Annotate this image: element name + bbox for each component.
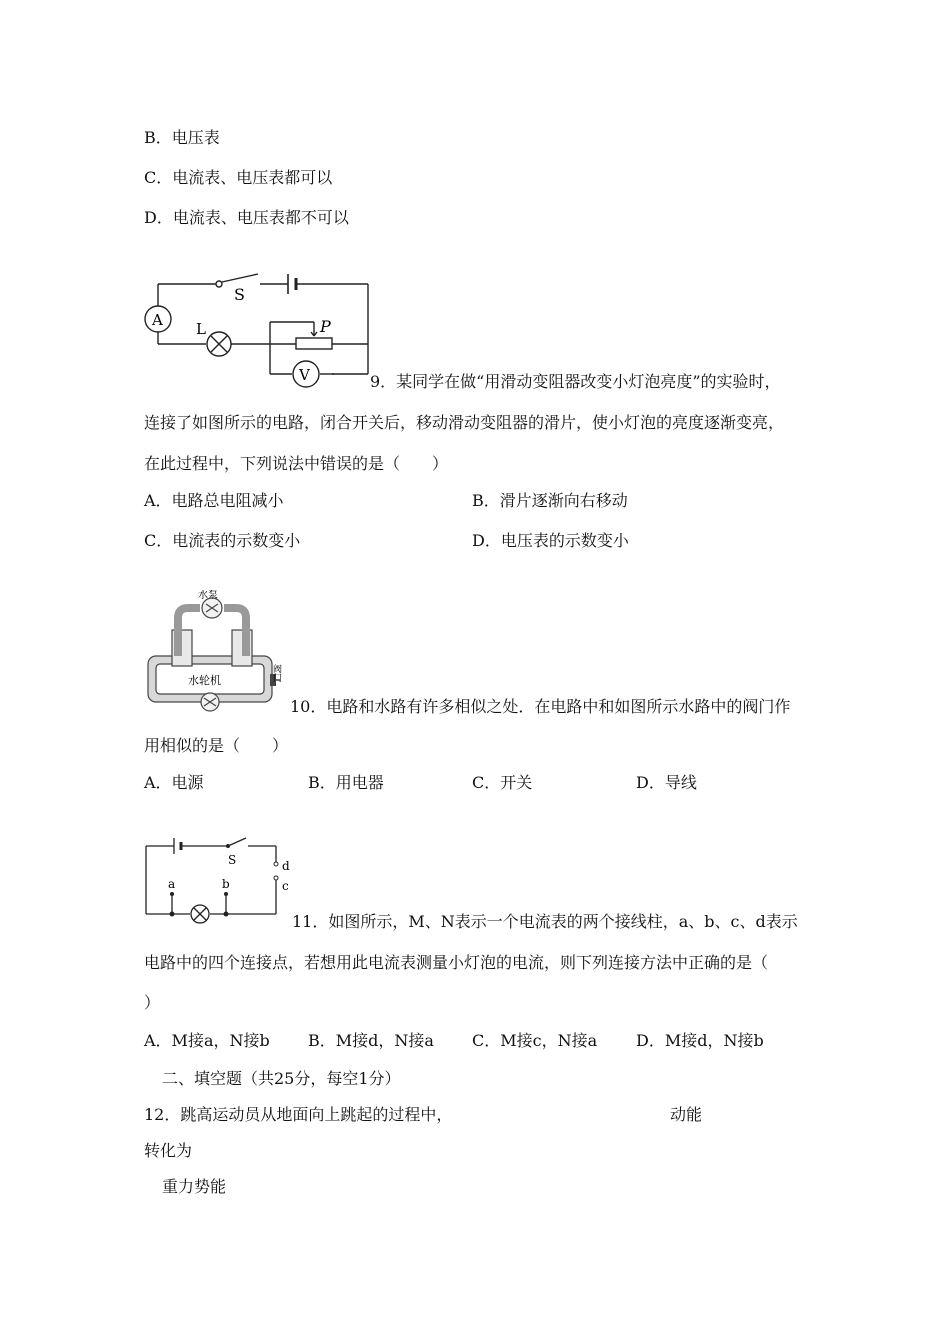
q10-option-d: D．导线	[636, 773, 697, 792]
q9-circuit-diagram	[140, 262, 380, 392]
q9-stem-line3: 在此过程中，下列说法中错误的是（ ）	[144, 454, 449, 473]
q12-answer-2: 重力势能	[162, 1177, 227, 1196]
q9-stem-line1: 9．某同学在做“用滑动变阻器改变小灯泡亮度”的实验时，	[370, 372, 781, 391]
q10-stem-line1: 10．电路和水路有许多相似之处．在电路中和如图所示水路中的阀门作	[290, 697, 791, 716]
q11-option-b: B．M接d，N接a	[308, 1031, 434, 1050]
q10-pump-label: 水泵	[198, 590, 218, 601]
q11-stem-line1: 11．如图所示，M、N表示一个电流表的两个接线柱，a、b、c、d表示	[292, 912, 798, 931]
q11-point-c-label: c	[282, 879, 289, 893]
q9-ammeter-label: A	[152, 311, 163, 329]
q11-stem-line2: 电路中的四个连接点，若想用此电流表测量小灯泡的电流，则下列连接方法中正确的是（	[144, 953, 769, 972]
q9-option-a: A．电路总电阻减小	[144, 491, 284, 510]
q11-option-c: C．M接c，N接a	[472, 1031, 598, 1050]
q10-turbine-label: 水轮机	[188, 674, 221, 687]
q8-option-b: B．电压表	[144, 128, 220, 147]
q9-lamp-label: L	[196, 320, 206, 338]
q10-water-circuit-diagram	[142, 590, 292, 718]
q10-valve-label: 阀门	[271, 664, 281, 682]
q12-connector: 转化为	[144, 1141, 193, 1160]
q11-circuit-diagram	[140, 834, 300, 924]
q12-stem: 12．跳高运动员从地面向上跳起的过程中，	[144, 1105, 453, 1124]
q9-switch-label: S	[234, 285, 245, 304]
q10-option-a: A．电源	[144, 773, 204, 792]
q8-option-d: D．电流表、电压表都不可以	[144, 208, 349, 227]
q12-answer-1: 动能	[670, 1105, 703, 1124]
q8-option-c: C．电流表、电压表都可以	[144, 168, 333, 187]
q9-slider-label: P	[320, 317, 331, 336]
q9-option-c: C．电流表的示数变小	[144, 531, 301, 550]
q11-stem-line3: ）	[144, 993, 161, 1012]
q11-point-d-label: d	[282, 859, 290, 873]
q9-stem-line2: 连接了如图所示的电路，闭合开关后，移动滑动变阻器的滑片，使小灯泡的亮度逐渐变亮，	[144, 413, 785, 432]
q11-point-b-label: b	[222, 877, 230, 891]
q11-option-a: A．M接a，N接b	[144, 1031, 270, 1050]
q10-option-c: C．开关	[472, 773, 533, 792]
q9-voltmeter-label: V	[299, 366, 310, 384]
q10-stem-line2: 用相似的是（ ）	[144, 736, 289, 755]
q11-option-d: D．M接d，N接b	[636, 1031, 764, 1050]
q11-switch-label: S	[228, 853, 237, 867]
q9-option-b: B．滑片逐渐向右移动	[472, 491, 628, 510]
q9-option-d: D．电压表的示数变小	[472, 531, 629, 550]
section-2-heading: 二、填空题（共25分，每空1分）	[162, 1069, 401, 1088]
q11-point-a-label: a	[168, 877, 176, 891]
q10-option-b: B．用电器	[308, 773, 384, 792]
